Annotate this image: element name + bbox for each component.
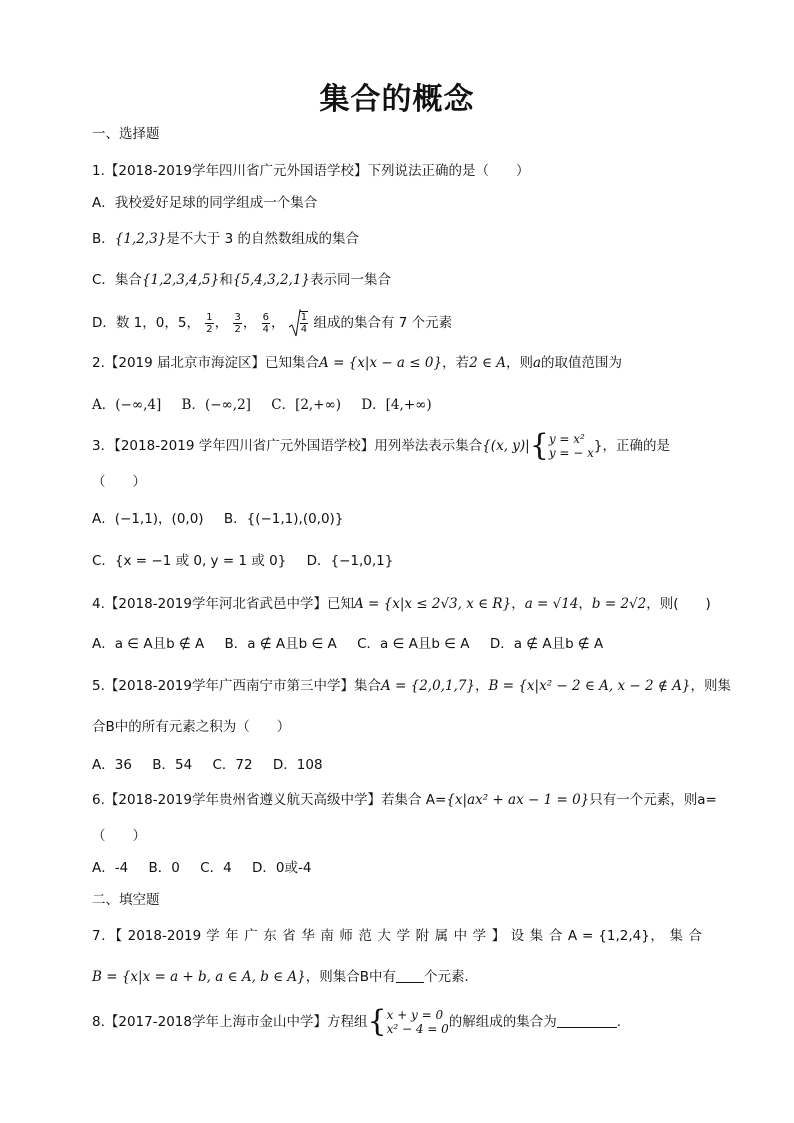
section-heading-choice: 一、选择题: [92, 126, 160, 142]
fraction: $\frac{3}{2}$: [234, 311, 241, 335]
question-1-option-a: A．我校爱好足球的同学组成一个集合: [92, 195, 318, 211]
option-d: D．a ∉ A且b ∉ A: [489, 636, 604, 652]
question-7-stem: 7．【 2018-2019 学 年 广 东 省 华 南 师 范 大 学 附 属 中 学 】 设 集 合 A = {1,2,4}， 集 合: [92, 928, 702, 944]
question-6-options: [92, 858, 702, 878]
option-c: C．72: [212, 757, 253, 773]
option-b: B．(−∞,2]: [181, 397, 251, 413]
option-a: A．(−∞,4]: [92, 397, 162, 413]
question-1-stem: 1.【2018-2019学年四川省广元外国语学校】下列说法正确的是（ ）: [92, 163, 530, 179]
answer-blank[interactable]: [396, 968, 424, 983]
question-3-options-ab: [92, 509, 702, 529]
option-d: D．{−1,0,1}: [306, 553, 394, 569]
question-3-options-cd: [92, 551, 702, 571]
question-5-options: [92, 755, 702, 775]
option-a: A．-4: [92, 860, 129, 876]
question-2-stem: 2.【2019 届北京市海淀区】已知集合A = {x|x − a ≤ 0}，若2 ∈ A，则a的取值范围为: [92, 355, 623, 371]
option-c: C．a ∈ A且b ∈ A: [357, 636, 470, 652]
option-c: C．4: [200, 860, 232, 876]
option-b: B．0: [148, 860, 180, 876]
option-d: D．108: [272, 757, 323, 773]
question-1-option-c: C．集合{1,2,3,4,5}和{5,4,3,2,1}表示同一集合: [92, 272, 392, 288]
question-1-option-d: D．数 1，0，5， $\frac{1}{2}$ ， $\frac{3}{2}$ ， $\frac{6}{4}$ ， $\frac{1}{4}$ 组成的集合有 7 个元素: [92, 308, 702, 338]
option-d: D．0或-4: [251, 860, 312, 876]
question-3-paren: （ ）: [92, 474, 146, 490]
option-c: C．{x = −1 或 0, y = 1 或 0}: [92, 553, 287, 569]
option-a: A．36: [92, 757, 132, 773]
question-5-stem: 5.【2018-2019学年广西南宁市第三中学】集合A = {2,0,1,7}，B = {x|x² − 2 ∈ A, x − 2 ∉ A}，则集: [92, 678, 732, 694]
section-heading-fill: 二、填空题: [92, 892, 160, 908]
question-1-option-b: B．{1,2,3}是不大于 3 的自然数组成的集合: [92, 231, 359, 247]
question-4-stem: 4.【2018-2019学年河北省武邑中学】已知A = {x|x ≤ 2√3, x ∈ R}，a = √14，b = 2√2，则( ): [92, 596, 711, 612]
question-2-options: [92, 395, 702, 415]
option-b: B．{(−1,1),(0,0)}: [223, 511, 344, 527]
option-c: C．[2,+∞): [271, 397, 342, 413]
page-title: 集合的概念: [319, 82, 475, 117]
question-5-stem-line2: 合B中的所有元素之积为（ ）: [92, 719, 291, 735]
question-8-stem: 8.【2017-2018学年上海市金山中学】方程组{ x + y = 0 x² − 4 = 0 的解组成的集合为 .: [92, 1004, 622, 1039]
question-6-paren: （ ）: [92, 828, 146, 844]
question-4-options: [92, 634, 702, 654]
fraction: $\frac{1}{2}$: [206, 311, 213, 335]
fraction: $\frac{6}{4}$: [262, 311, 269, 335]
question-7-stem-line2: B = {x|x = a + b, a ∈ A, b ∈ A}，则集合B中有 个元素．: [92, 969, 479, 985]
answer-blank[interactable]: [557, 1013, 617, 1028]
question-6-stem: 6.【2018-2019学年贵州省遵义航天高级中学】若集合 A={x|ax² + ax − 1 = 0}只有一个元素，则a=: [92, 792, 717, 808]
option-b: B．54: [152, 757, 193, 773]
option-b: B．a ∉ A且b ∈ A: [224, 636, 337, 652]
option-a: A．(−1,1)，(0,0): [92, 511, 204, 527]
question-3-stem: 3．【2018-2019 学年四川省广元外国语学校】用列举法表示集合{(x, y)|{ y = x² y = − x }，正确的是: [92, 428, 671, 463]
sqrt-fraction: $\frac{1}{4}$: [289, 308, 309, 338]
option-d: D．[4,+∞): [361, 397, 432, 413]
option-a: A．a ∈ A且b ∉ A: [92, 636, 205, 652]
